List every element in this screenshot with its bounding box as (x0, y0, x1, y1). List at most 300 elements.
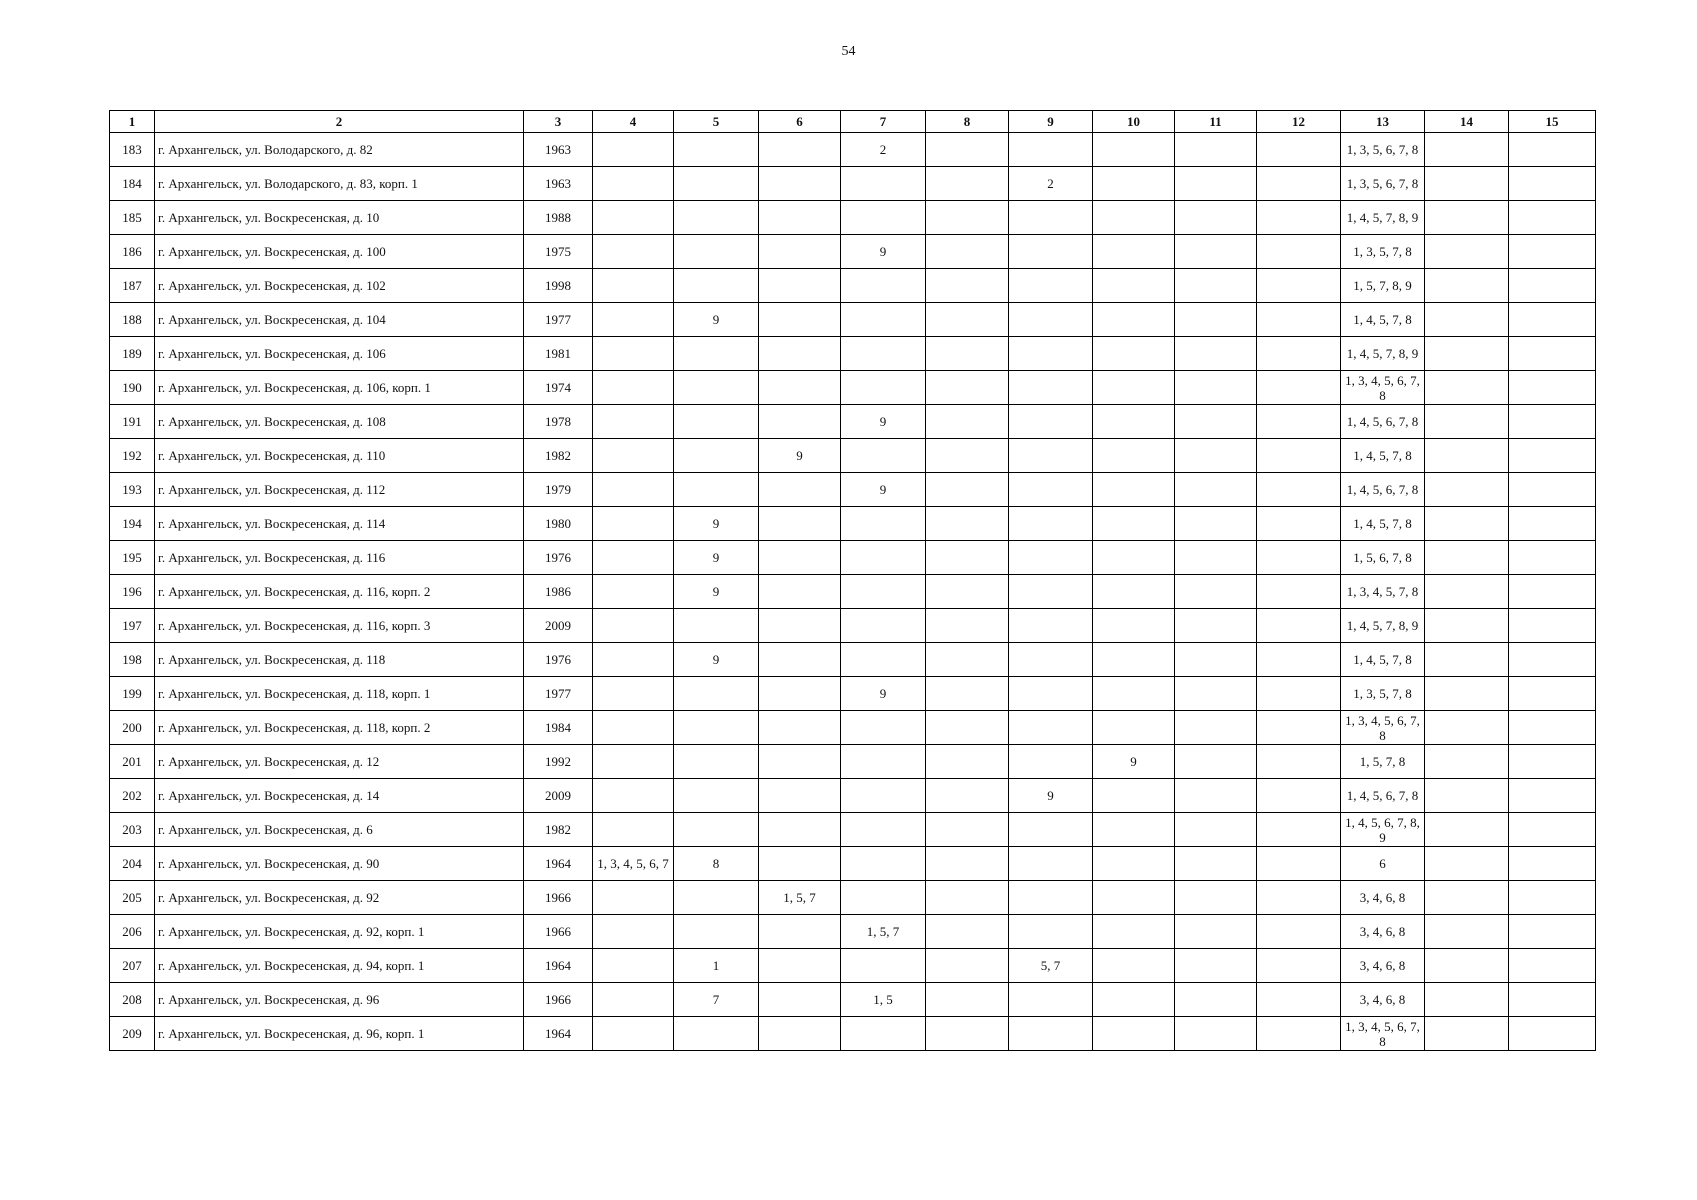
table-cell (1257, 473, 1341, 507)
table-cell (1175, 269, 1257, 303)
table-row (110, 541, 1596, 575)
table-cell (759, 779, 841, 813)
table-cell (1175, 779, 1257, 813)
table-cell (1175, 201, 1257, 235)
table-row (110, 813, 1596, 847)
table-cell (841, 439, 926, 473)
table-cell (1093, 201, 1175, 235)
column-header-5: 5 (674, 111, 759, 133)
table-cell (1093, 405, 1175, 439)
row-number-cell: 209 (110, 1017, 155, 1051)
table-cell (1425, 949, 1509, 983)
table-cell: 2 (841, 133, 926, 167)
table-cell (1509, 915, 1596, 949)
table-cell (674, 1017, 759, 1051)
table-cell (1009, 507, 1093, 541)
table-cell (1009, 575, 1093, 609)
table-cell: 9 (841, 677, 926, 711)
table-cell (759, 405, 841, 439)
table-cell (593, 507, 674, 541)
address-cell: г. Архангельск, ул. Воскресенская, д. 116 (155, 541, 524, 575)
table-cell (926, 269, 1009, 303)
address-cell: г. Архангельск, ул. Воскресенская, д. 14 (155, 779, 524, 813)
table-cell (926, 745, 1009, 779)
table-cell (1509, 711, 1596, 745)
table-row (110, 643, 1596, 677)
table-cell (593, 235, 674, 269)
table-cell (1425, 779, 1509, 813)
table-cell (926, 983, 1009, 1017)
table-cell: 1, 4, 5, 7, 8 (1341, 439, 1425, 473)
address-cell: г. Архангельск, ул. Воскресенская, д. 92, корп. 1 (155, 915, 524, 949)
row-number-cell: 197 (110, 609, 155, 643)
table-cell (674, 439, 759, 473)
table-cell (1257, 881, 1341, 915)
table-cell (674, 167, 759, 201)
table-cell (1093, 983, 1175, 1017)
table-cell: 1, 4, 5, 7, 8, 9 (1341, 609, 1425, 643)
row-number-cell: 207 (110, 949, 155, 983)
table-cell (1425, 439, 1509, 473)
address-cell: г. Архангельск, ул. Воскресенская, д. 6 (155, 813, 524, 847)
table-cell (926, 507, 1009, 541)
row-number-cell: 192 (110, 439, 155, 473)
table-cell (759, 643, 841, 677)
column-header-11: 11 (1175, 111, 1257, 133)
address-cell: г. Архангельск, ул. Воскресенская, д. 92 (155, 881, 524, 915)
table-cell: 1981 (524, 337, 593, 371)
table-cell (926, 779, 1009, 813)
table-cell (759, 235, 841, 269)
table-cell (593, 609, 674, 643)
table-cell (1509, 201, 1596, 235)
table-cell (1175, 507, 1257, 541)
table-cell (1425, 371, 1509, 405)
table-cell (759, 575, 841, 609)
table-cell (593, 575, 674, 609)
address-cell: г. Архангельск, ул. Воскресенская, д. 90 (155, 847, 524, 881)
table-cell (1509, 133, 1596, 167)
table-cell: 1, 3, 4, 5, 6, 7, 8 (1341, 711, 1425, 745)
table-cell (759, 915, 841, 949)
table-cell (1425, 235, 1509, 269)
table-cell (1175, 915, 1257, 949)
table-cell (1509, 677, 1596, 711)
table-cell (593, 915, 674, 949)
table-cell (1509, 609, 1596, 643)
table-cell (1009, 983, 1093, 1017)
table-cell (1093, 371, 1175, 405)
table-cell (841, 779, 926, 813)
table-cell (1509, 847, 1596, 881)
row-number-cell: 194 (110, 507, 155, 541)
table-cell: 1976 (524, 541, 593, 575)
table-cell: 1976 (524, 643, 593, 677)
table-cell (1175, 575, 1257, 609)
table-cell (1425, 337, 1509, 371)
table-cell: 1, 4, 5, 6, 7, 8 (1341, 405, 1425, 439)
table-cell (759, 473, 841, 507)
table-cell (1093, 677, 1175, 711)
table-cell (1425, 881, 1509, 915)
table-cell: 1, 3, 4, 5, 6, 7, 8 (1341, 371, 1425, 405)
table-cell (926, 609, 1009, 643)
table-cell (593, 643, 674, 677)
table-cell (926, 881, 1009, 915)
table-cell: 1, 3, 4, 5, 6, 7 (593, 847, 674, 881)
table-cell (1093, 949, 1175, 983)
table-cell: 9 (674, 507, 759, 541)
table-cell (1009, 473, 1093, 507)
table-cell (1093, 1017, 1175, 1051)
table-cell (759, 745, 841, 779)
table-cell (759, 167, 841, 201)
row-number-cell: 193 (110, 473, 155, 507)
table-cell: 3, 4, 6, 8 (1341, 949, 1425, 983)
table-cell (1425, 813, 1509, 847)
table-cell (841, 711, 926, 745)
table-cell (1425, 269, 1509, 303)
header-row (110, 111, 1596, 133)
table-cell: 8 (674, 847, 759, 881)
table-cell (841, 269, 926, 303)
table-cell (1009, 881, 1093, 915)
table-cell (1257, 813, 1341, 847)
table-cell (1175, 677, 1257, 711)
table-cell (926, 847, 1009, 881)
table-cell (593, 813, 674, 847)
table-cell (593, 371, 674, 405)
table-cell: 1966 (524, 915, 593, 949)
table-cell: 1, 4, 5, 6, 7, 8, 9 (1341, 813, 1425, 847)
table-cell (1509, 779, 1596, 813)
table-cell (1175, 405, 1257, 439)
column-header-15: 15 (1509, 111, 1596, 133)
address-cell: г. Архангельск, ул. Воскресенская, д. 96 (155, 983, 524, 1017)
table-cell (926, 1017, 1009, 1051)
table-cell (1093, 847, 1175, 881)
table-cell (1425, 711, 1509, 745)
page-number: 54 (841, 44, 856, 59)
row-number-cell: 186 (110, 235, 155, 269)
table-cell (1257, 439, 1341, 473)
table-cell (926, 915, 1009, 949)
table-cell (759, 847, 841, 881)
table-cell: 1975 (524, 235, 593, 269)
address-cell: г. Архангельск, ул. Воскресенская, д. 106 (155, 337, 524, 371)
table-cell: 1992 (524, 745, 593, 779)
table-cell (1175, 881, 1257, 915)
table-cell (841, 303, 926, 337)
table-cell: 1, 3, 5, 6, 7, 8 (1341, 167, 1425, 201)
table-cell (1175, 983, 1257, 1017)
table-cell: 1977 (524, 677, 593, 711)
table-cell (841, 949, 926, 983)
table-cell (926, 813, 1009, 847)
table-row (110, 507, 1596, 541)
table-cell (593, 983, 674, 1017)
table-cell (759, 949, 841, 983)
table-cell (1425, 575, 1509, 609)
table-cell (926, 167, 1009, 201)
table-cell (759, 337, 841, 371)
table-row (110, 711, 1596, 745)
table-cell (593, 201, 674, 235)
table-cell (1093, 575, 1175, 609)
table-cell (1257, 915, 1341, 949)
table-row (110, 677, 1596, 711)
table-cell: 9 (759, 439, 841, 473)
table-cell (1009, 371, 1093, 405)
column-header-3: 3 (524, 111, 593, 133)
table-cell (1175, 473, 1257, 507)
table-cell (759, 371, 841, 405)
table-cell: 9 (674, 575, 759, 609)
table-cell: 1, 4, 5, 7, 8 (1341, 507, 1425, 541)
table-cell (926, 133, 1009, 167)
table-cell: 3, 4, 6, 8 (1341, 983, 1425, 1017)
table-cell (1509, 813, 1596, 847)
table-cell (593, 711, 674, 745)
table-cell (1425, 643, 1509, 677)
table-cell (1093, 779, 1175, 813)
table-cell: 9 (841, 235, 926, 269)
table-cell (926, 201, 1009, 235)
table-cell: 9 (674, 303, 759, 337)
table-cell: 6 (1341, 847, 1425, 881)
row-number-cell: 198 (110, 643, 155, 677)
table-cell (674, 677, 759, 711)
table-cell (1009, 1017, 1093, 1051)
table-cell (926, 371, 1009, 405)
table-cell: 1, 4, 5, 6, 7, 8 (1341, 473, 1425, 507)
table-cell (593, 269, 674, 303)
table-cell (1257, 133, 1341, 167)
address-cell: г. Архангельск, ул. Воскресенская, д. 100 (155, 235, 524, 269)
table-row (110, 881, 1596, 915)
table-row (110, 167, 1596, 201)
table-row (110, 235, 1596, 269)
table-cell (1009, 439, 1093, 473)
table-cell (1175, 439, 1257, 473)
table-cell: 1, 3, 4, 5, 6, 7, 8 (1341, 1017, 1425, 1051)
table-cell (674, 405, 759, 439)
table-cell (1509, 337, 1596, 371)
address-cell: г. Архангельск, ул. Воскресенская, д. 110 (155, 439, 524, 473)
table-cell (759, 507, 841, 541)
table-cell (1009, 201, 1093, 235)
table-cell: 1, 5, 7 (759, 881, 841, 915)
table-row (110, 745, 1596, 779)
address-cell: г. Архангельск, ул. Воскресенская, д. 116, корп. 2 (155, 575, 524, 609)
table-cell (841, 643, 926, 677)
table-cell (593, 881, 674, 915)
table-cell (1093, 643, 1175, 677)
table-cell: 1982 (524, 439, 593, 473)
table-cell (841, 201, 926, 235)
table-cell (1425, 405, 1509, 439)
table-cell (926, 235, 1009, 269)
table-cell (1175, 643, 1257, 677)
table-cell (593, 303, 674, 337)
table-cell (674, 813, 759, 847)
table-row (110, 847, 1596, 881)
table-cell: 1, 3, 5, 7, 8 (1341, 235, 1425, 269)
column-header-13: 13 (1341, 111, 1425, 133)
table-cell (1257, 541, 1341, 575)
table-cell (1175, 541, 1257, 575)
table-cell (1009, 541, 1093, 575)
table-cell (1093, 473, 1175, 507)
table-cell: 1979 (524, 473, 593, 507)
table-cell (1509, 949, 1596, 983)
table-cell (1509, 643, 1596, 677)
table-cell (926, 473, 1009, 507)
table-cell (1425, 167, 1509, 201)
table-cell (1509, 1017, 1596, 1051)
table-cell (759, 133, 841, 167)
table-cell (1093, 915, 1175, 949)
row-number-cell: 195 (110, 541, 155, 575)
table-cell (1257, 677, 1341, 711)
table-cell: 1, 3, 5, 7, 8 (1341, 677, 1425, 711)
table-cell (1425, 507, 1509, 541)
table-cell (1175, 1017, 1257, 1051)
table-cell (1093, 439, 1175, 473)
table-cell: 1, 5 (841, 983, 926, 1017)
table-cell (1425, 609, 1509, 643)
table-cell (1093, 507, 1175, 541)
table-cell (1175, 813, 1257, 847)
table-cell (1093, 541, 1175, 575)
row-number-cell: 205 (110, 881, 155, 915)
table-cell (1257, 643, 1341, 677)
table-cell (593, 745, 674, 779)
table-cell (1509, 575, 1596, 609)
table-cell (1257, 405, 1341, 439)
table-cell (1509, 371, 1596, 405)
table-cell: 1, 4, 5, 6, 7, 8 (1341, 779, 1425, 813)
table-cell: 1, 4, 5, 7, 8, 9 (1341, 201, 1425, 235)
table-cell (1257, 609, 1341, 643)
table-cell (1509, 983, 1596, 1017)
table-cell (759, 1017, 841, 1051)
table-cell (1009, 235, 1093, 269)
table-cell: 1980 (524, 507, 593, 541)
row-number-cell: 183 (110, 133, 155, 167)
table-cell (1093, 881, 1175, 915)
table-cell (1425, 915, 1509, 949)
column-header-9: 9 (1009, 111, 1093, 133)
table-cell: 1963 (524, 167, 593, 201)
table-cell (593, 337, 674, 371)
table-cell (841, 813, 926, 847)
table-cell (841, 745, 926, 779)
row-number-cell: 188 (110, 303, 155, 337)
table-cell (1509, 405, 1596, 439)
table-cell (1425, 677, 1509, 711)
table-cell (759, 677, 841, 711)
table-cell (841, 1017, 926, 1051)
table-cell (841, 371, 926, 405)
column-header-12: 12 (1257, 111, 1341, 133)
table-cell (1425, 303, 1509, 337)
table-cell: 1986 (524, 575, 593, 609)
table-cell (1509, 303, 1596, 337)
table-row (110, 337, 1596, 371)
table-cell (1257, 847, 1341, 881)
table-cell (926, 337, 1009, 371)
table-cell (1175, 847, 1257, 881)
table-cell (759, 201, 841, 235)
table-cell (759, 269, 841, 303)
address-cell: г. Архангельск, ул. Воскресенская, д. 106, корп. 1 (155, 371, 524, 405)
table-cell (1425, 473, 1509, 507)
table-cell: 1, 4, 5, 7, 8 (1341, 643, 1425, 677)
table-cell (1009, 269, 1093, 303)
table-cell (1009, 915, 1093, 949)
address-cell: г. Архангельск, ул. Воскресенская, д. 102 (155, 269, 524, 303)
table-cell: 1 (674, 949, 759, 983)
table-cell: 1963 (524, 133, 593, 167)
table-cell (1175, 609, 1257, 643)
table-cell (841, 575, 926, 609)
table-cell (759, 609, 841, 643)
table-row (110, 915, 1596, 949)
table-cell (1009, 711, 1093, 745)
table-cell (593, 439, 674, 473)
table-cell (674, 337, 759, 371)
table-cell (674, 609, 759, 643)
table-cell: 1998 (524, 269, 593, 303)
table-cell (1257, 745, 1341, 779)
address-cell: г. Архангельск, ул. Володарского, д. 83, корп. 1 (155, 167, 524, 201)
table-row (110, 439, 1596, 473)
table-cell (841, 881, 926, 915)
table-cell (593, 405, 674, 439)
table-cell (1175, 167, 1257, 201)
table-cell (1509, 507, 1596, 541)
table-cell (1175, 711, 1257, 745)
address-cell: г. Архангельск, ул. Воскресенская, д. 116, корп. 3 (155, 609, 524, 643)
address-cell: г. Архангельск, ул. Воскресенская, д. 112 (155, 473, 524, 507)
table-cell: 1, 5, 7, 8 (1341, 745, 1425, 779)
table-cell (674, 711, 759, 745)
table-cell: 2009 (524, 779, 593, 813)
table-cell: 9 (1093, 745, 1175, 779)
table-cell (841, 507, 926, 541)
table-cell: 2 (1009, 167, 1093, 201)
table-cell: 1, 5, 6, 7, 8 (1341, 541, 1425, 575)
table-cell (1509, 269, 1596, 303)
table-header (110, 111, 1596, 133)
table-cell (674, 881, 759, 915)
table-row (110, 303, 1596, 337)
table-cell (593, 779, 674, 813)
address-cell: г. Архангельск, ул. Воскресенская, д. 114 (155, 507, 524, 541)
table-cell (841, 541, 926, 575)
table-row (110, 1017, 1596, 1051)
table-cell (674, 745, 759, 779)
table-row (110, 371, 1596, 405)
table-cell (759, 303, 841, 337)
address-cell: г. Архангельск, ул. Воскресенская, д. 94, корп. 1 (155, 949, 524, 983)
row-number-cell: 189 (110, 337, 155, 371)
table-cell: 9 (841, 405, 926, 439)
table-row (110, 133, 1596, 167)
table-cell (1093, 167, 1175, 201)
table-cell (841, 609, 926, 643)
